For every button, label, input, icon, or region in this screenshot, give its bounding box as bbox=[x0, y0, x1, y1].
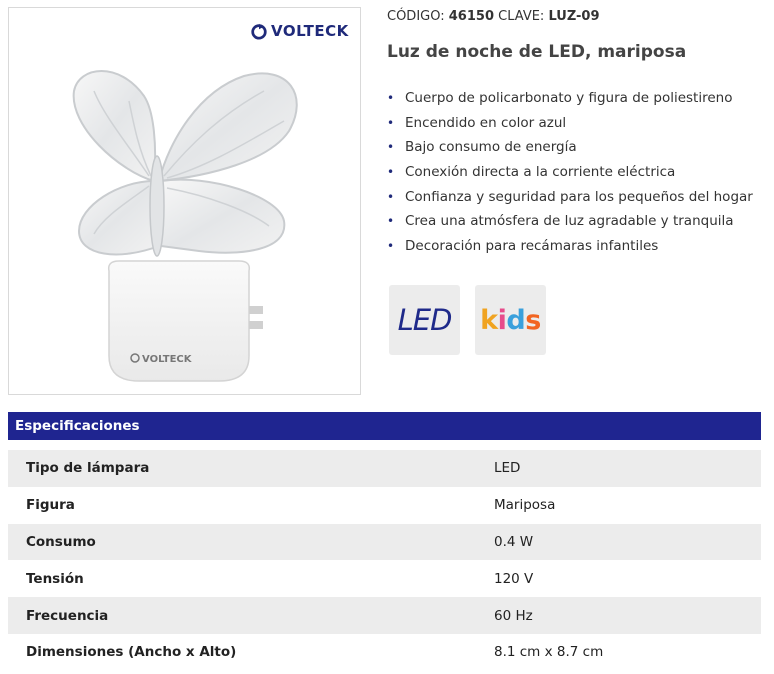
product-image-panel bbox=[8, 7, 361, 395]
kids-badge bbox=[475, 285, 546, 355]
spec-value: 120 V bbox=[494, 570, 534, 587]
table-row bbox=[8, 524, 761, 561]
bullet-icon: • bbox=[387, 214, 395, 229]
brand-name: VOLTECK bbox=[271, 22, 349, 40]
table-row bbox=[8, 634, 761, 671]
bullet-icon: • bbox=[387, 165, 395, 180]
key-value: LUZ-09 bbox=[548, 9, 600, 24]
brand-logo bbox=[250, 22, 349, 40]
code-label: CÓDIGO: bbox=[387, 9, 445, 24]
feature-list bbox=[387, 88, 753, 261]
kids-letter: k bbox=[480, 304, 498, 336]
kids-letter: s bbox=[525, 304, 541, 336]
list-item: • Confianza y seguridad para los pequeños del hogar bbox=[387, 187, 753, 212]
spec-value: LED bbox=[494, 460, 521, 477]
table-row bbox=[8, 487, 761, 524]
code-value: 46150 bbox=[448, 9, 494, 24]
base-logo-text: VOLTECK bbox=[142, 354, 192, 365]
spec-label: Consumo bbox=[26, 533, 96, 550]
table-row bbox=[8, 597, 761, 634]
kids-letter: d bbox=[506, 304, 526, 336]
table-row bbox=[8, 560, 761, 597]
led-badge-text: LED bbox=[397, 303, 452, 337]
spec-value: 60 Hz bbox=[494, 607, 533, 624]
specs-header: Especificaciones bbox=[8, 412, 761, 440]
bullet-icon: • bbox=[387, 115, 395, 130]
list-item: • Encendido en color azul bbox=[387, 113, 753, 138]
kids-letter: i bbox=[497, 304, 507, 336]
volteck-logo-icon bbox=[250, 22, 268, 40]
spec-label: Tipo de lámpara bbox=[26, 460, 150, 477]
bullet-icon: • bbox=[387, 189, 395, 204]
specs-table bbox=[8, 450, 761, 671]
spec-label: Dimensiones (Ancho x Alto) bbox=[26, 644, 237, 661]
led-badge bbox=[389, 285, 460, 355]
key-label: CLAVE: bbox=[498, 9, 545, 24]
list-item: • Bajo consumo de energía bbox=[387, 137, 753, 162]
bullet-icon: • bbox=[387, 91, 395, 105]
spec-label: Tensión bbox=[26, 570, 84, 587]
butterfly-night-light-image bbox=[49, 56, 319, 386]
kids-badge-text bbox=[480, 305, 541, 336]
spec-label: Frecuencia bbox=[26, 607, 109, 624]
spec-value: Mariposa bbox=[494, 497, 556, 514]
product-title: Luz de noche de LED, mariposa bbox=[387, 42, 687, 62]
list-item: • Decoración para recámaras infantiles bbox=[387, 236, 753, 261]
spec-value: 0.4 W bbox=[494, 533, 534, 550]
table-row bbox=[8, 450, 761, 487]
product-code-line bbox=[387, 9, 600, 24]
bullet-icon: • bbox=[387, 140, 395, 155]
list-item: • Conexión directa a la corriente eléctrica bbox=[387, 162, 753, 187]
spec-label: Figura bbox=[26, 497, 75, 514]
list-item: • Crea una atmósfera de luz agradable y tranquila bbox=[387, 211, 753, 236]
list-item: • Cuerpo de policarbonato y figura de poliestireno bbox=[387, 88, 753, 113]
spec-value: 8.1 cm x 8.7 cm bbox=[494, 644, 604, 661]
bullet-icon: • bbox=[387, 239, 395, 254]
